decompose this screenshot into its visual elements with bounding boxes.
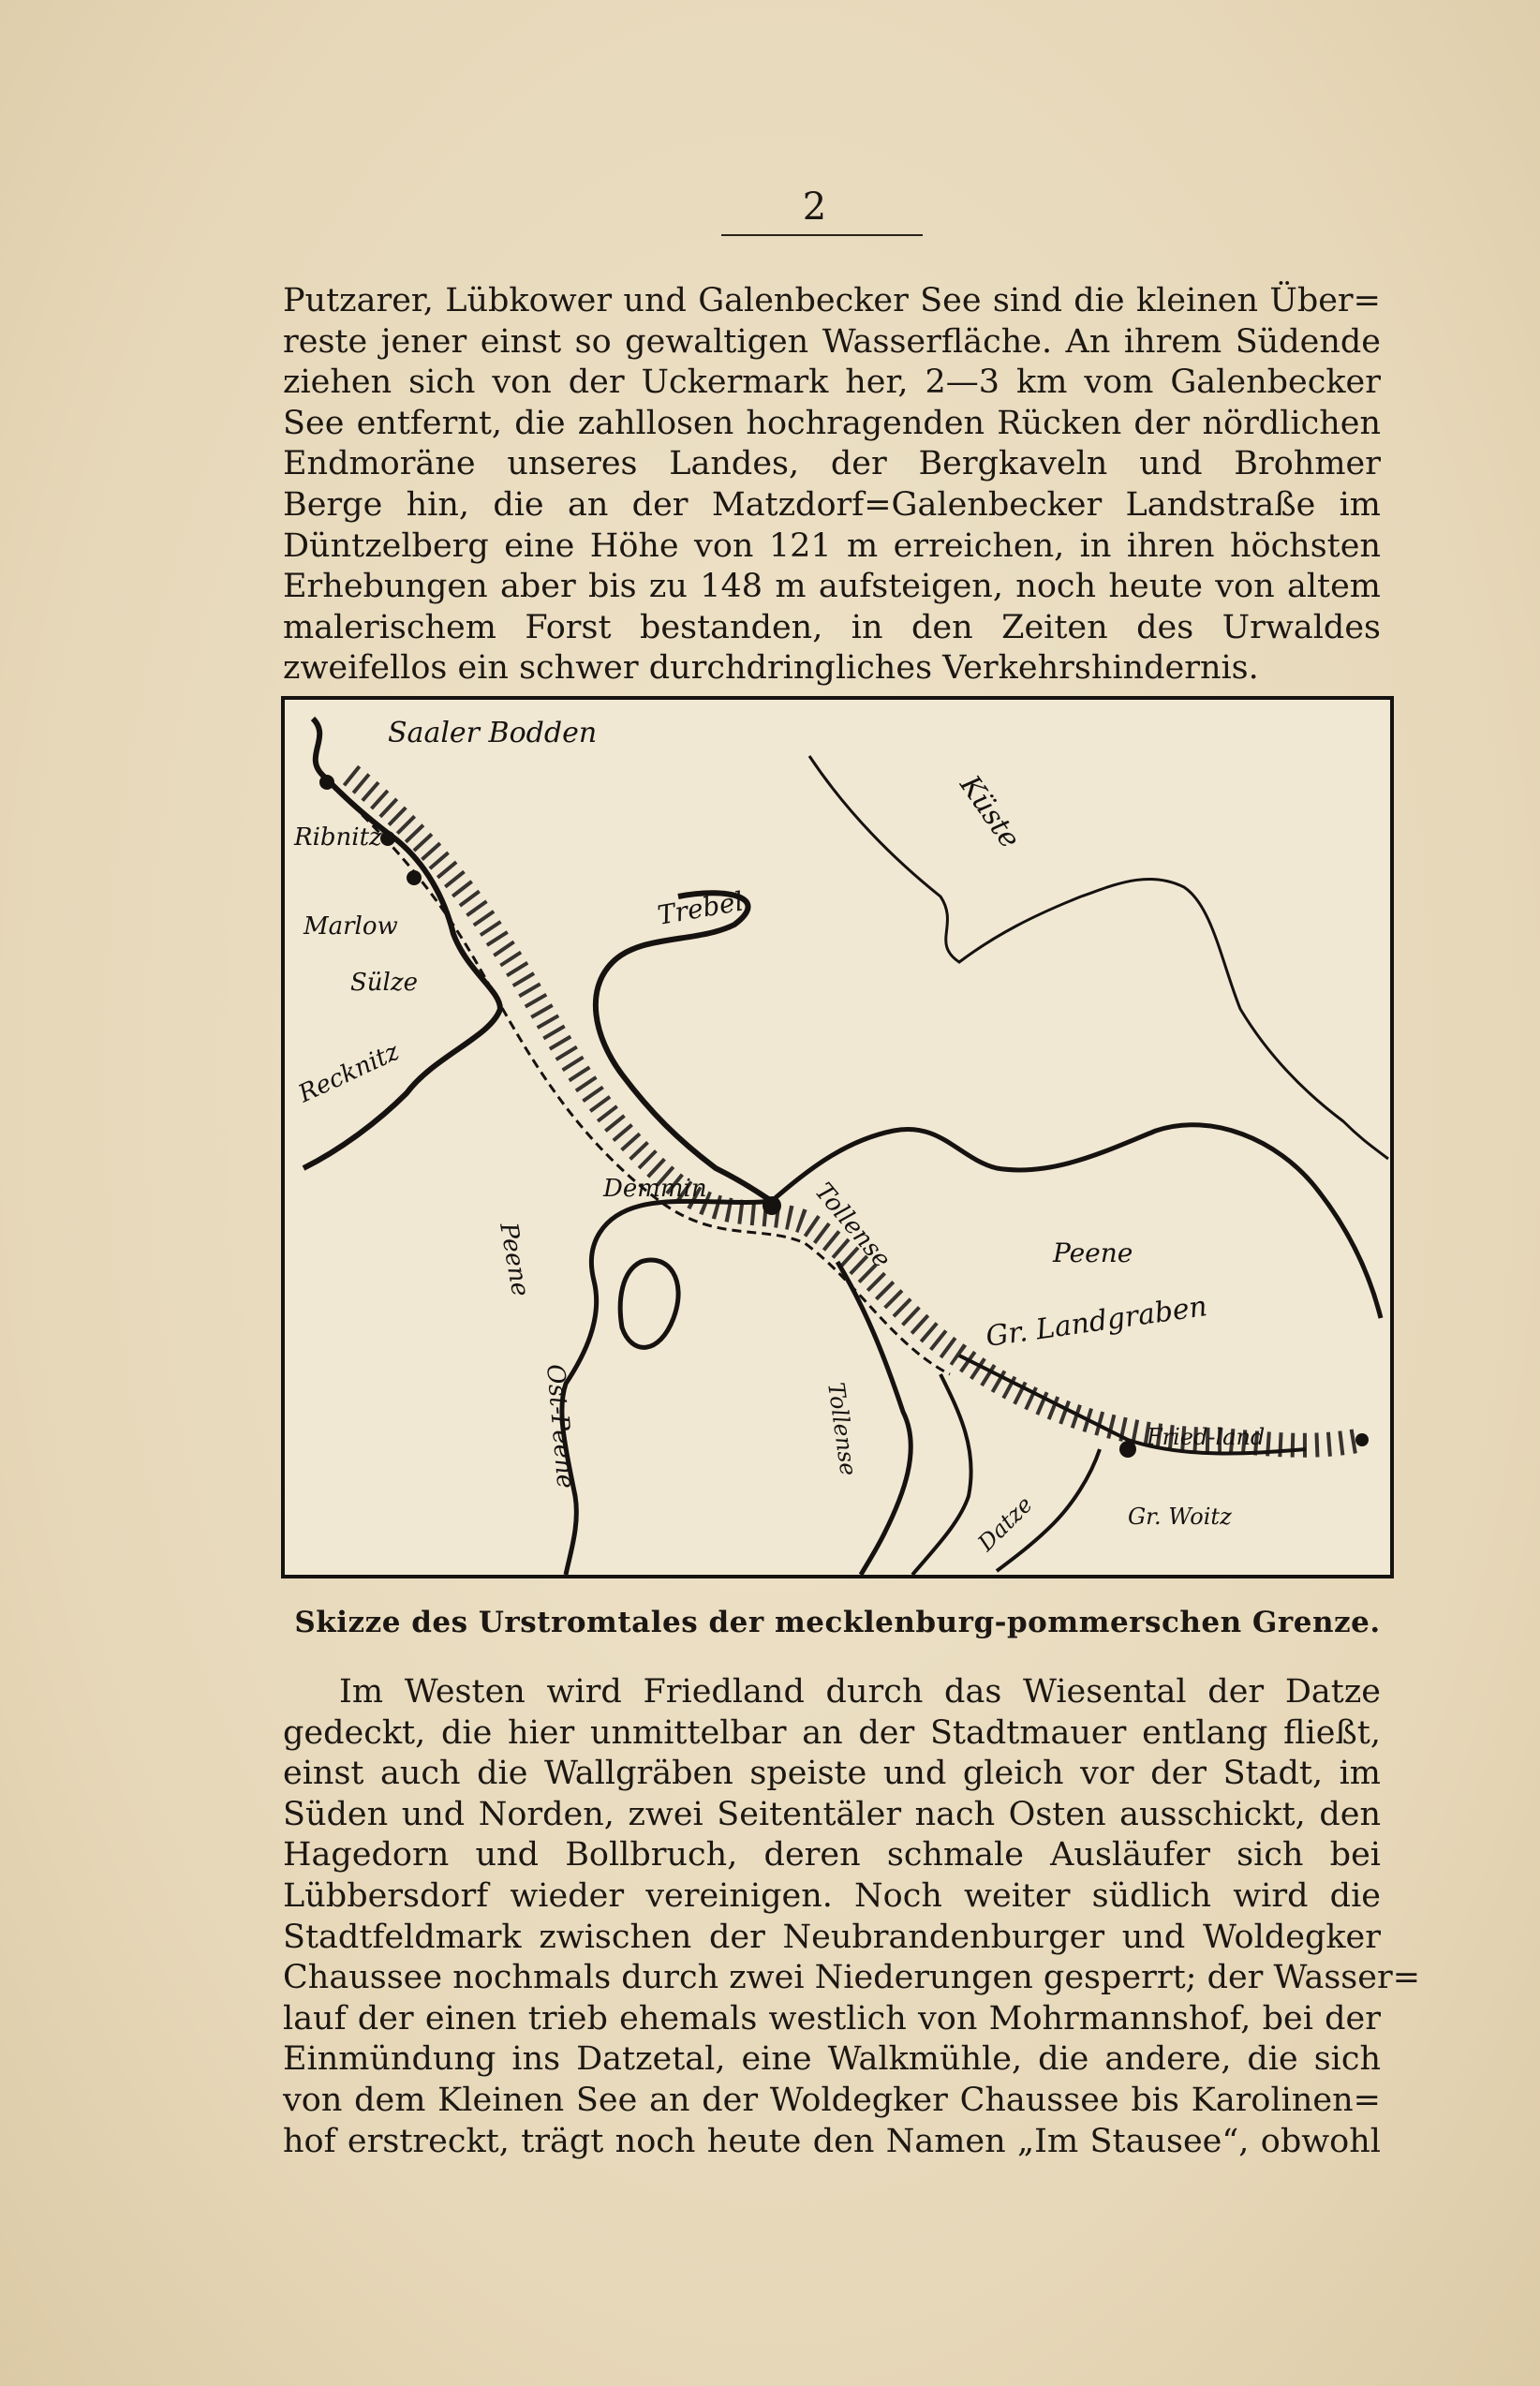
label-kueste: Küste xyxy=(953,769,1027,855)
friedland-dot xyxy=(1119,1441,1136,1458)
peene-west-river xyxy=(562,1201,772,1575)
text-line: Im Westen wird Friedland durch das Wiesental der Datze xyxy=(339,1673,1381,1711)
label-tollense-top: Tollense xyxy=(808,1178,896,1274)
urstromtal-band xyxy=(350,775,1362,1445)
text-line: lauf der einen trieb ehemals westlich von Mohrmannshof, bei der xyxy=(283,1999,1381,2038)
label-friedland: Fried-land xyxy=(1147,1424,1266,1450)
ribnitz-dot xyxy=(319,775,334,790)
map-caption: Skizze des Urstromtales der mecklenburg-pommerschen Grenze. xyxy=(294,1606,1381,1639)
woitz-dot xyxy=(1355,1433,1369,1446)
label-suelze: Sülze xyxy=(350,969,418,997)
text-line: Lübbersdorf wieder vereinigen. Noch weiter südlich wird die xyxy=(283,1876,1381,1915)
demmin-dot xyxy=(763,1196,781,1215)
text-line: Chaussee nochmals durch zwei Niederungen gesperrt; der Wasser= xyxy=(283,1959,1421,1997)
text-line: reste jener einst so gewaltigen Wasserfläche. An ihrem Südende xyxy=(283,322,1381,361)
tollense-branch xyxy=(912,1374,971,1575)
text-line: Berge hin, die an der Matzdorf=Galenbecker Landstraße im xyxy=(283,485,1381,524)
label-gr-woitz: Gr. Woitz xyxy=(1128,1504,1232,1530)
map-drawing xyxy=(285,700,1390,1575)
trebel-river xyxy=(596,893,772,1201)
page-number-rule xyxy=(721,234,923,236)
text-line: von dem Kleinen See an der Woldegker Chaussee bis Karolinen= xyxy=(283,2081,1381,2119)
label-saaler-bodden: Saaler Bodden xyxy=(388,717,598,749)
text-line: einst auch die Wallgräben speiste und gleich vor der Stadt, im xyxy=(283,1755,1381,1793)
kummerower-see xyxy=(620,1260,678,1347)
suelze-dot xyxy=(407,870,422,885)
label-gr-landgraben: Gr. Landgraben xyxy=(984,1290,1209,1354)
label-trebel: Trebel xyxy=(655,885,746,931)
text-line: ziehen sich von der Uckermark her, 2—3 km vom Galenbecker xyxy=(283,363,1381,402)
text-line: Endmoräne unseres Landes, der Bergkaveln und Brohmer xyxy=(283,445,1381,483)
text-line: Stadtfeldmark zwischen der Neubrandenburger und Woldegker xyxy=(283,1918,1381,1956)
label-datze: Datze xyxy=(972,1490,1038,1557)
label-peene-left: Peene xyxy=(494,1221,535,1299)
text-line: Erhebungen aber bis zu 148 m aufsteigen, noch heute von altem xyxy=(283,568,1381,606)
text-line: Süden und Norden, zwei Seitentäler nach Osten ausschickt, den xyxy=(283,1795,1381,1833)
label-peene-right: Peene xyxy=(1053,1237,1133,1268)
label-ost-peene: Ost-Peene xyxy=(540,1362,580,1490)
text-line: zweifellos ein schwer durchdringliches Verkehrshindernis. xyxy=(283,649,1259,688)
label-demmin: Demmin xyxy=(603,1175,707,1203)
text-line: malerischem Forst bestanden, in den Zeiten des Urwaldes xyxy=(283,608,1381,646)
text-line: Putzarer, Lübkower und Galenbecker See sind die kleinen Über= xyxy=(283,282,1381,319)
map-sketch xyxy=(281,696,1394,1578)
text-line: Einmündung ins Datzetal, eine Walkmühle, die andere, die sich xyxy=(283,2040,1381,2079)
text-line: Düntzelberg eine Höhe von 121 m erreichen, in ihren höchsten xyxy=(283,526,1381,565)
coast-line xyxy=(809,756,1388,1159)
marlow-dot xyxy=(380,831,395,846)
paragraph-1 xyxy=(283,281,1381,689)
text-line: hof erstreckt, trägt noch heute den Namen „Im Stausee“, obwohl xyxy=(283,2122,1381,2160)
text-line: See entfernt, die zahllosen hochragenden Rücken der nördlichen xyxy=(283,404,1381,442)
page-number: 2 xyxy=(802,185,828,229)
paragraph-2 xyxy=(283,1672,1421,2162)
label-ribnitz: Ribnitz xyxy=(294,823,382,852)
text-line: gedeckt, die hier unmittelbar an der Stadtmauer entlang fließt, xyxy=(283,1713,1381,1752)
text-line: Hagedorn und Bollbruch, deren schmale Ausläufer sich bei xyxy=(283,1836,1381,1875)
label-marlow: Marlow xyxy=(304,912,398,941)
label-recknitz: Recknitz xyxy=(294,1037,404,1109)
label-tollense-bottom: Tollense xyxy=(822,1380,862,1477)
